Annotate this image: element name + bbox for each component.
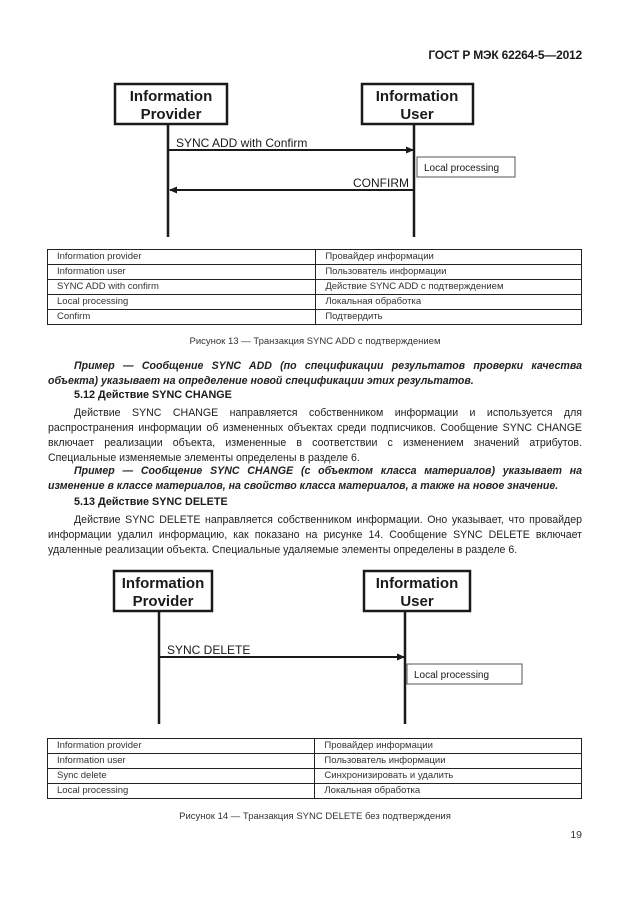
figure-14-glossary-table [47, 738, 582, 799]
term-en: Local processing [48, 784, 315, 799]
term-ru: Подтвердить [316, 310, 582, 325]
provider-label-line2: Provider [132, 593, 194, 610]
user-label-line1: Information [375, 575, 459, 592]
term-en: Information provider [48, 739, 315, 754]
table-row [48, 754, 582, 769]
paragraph-sync-delete [48, 513, 582, 558]
term-ru: Провайдер информации [316, 250, 582, 265]
user-label-line1: Information [375, 88, 459, 105]
message-label: SYNC DELETE [167, 643, 251, 657]
local-processing-label: Local processing [414, 670, 490, 681]
example-text: Пример — Сообщение SYNC ADD (по спецификации результатов проверки качества объекта) указывает на определение новой спецификации этих результатов. [48, 360, 582, 387]
term-en: Information user [48, 265, 316, 280]
term-ru: Локальная обработка [316, 295, 582, 310]
table-row [48, 280, 582, 295]
message-sync-add [168, 136, 413, 150]
section-heading-5-13: 5.13 Действие SYNC DELETE [74, 496, 228, 508]
figure-13-glossary-table [47, 249, 582, 325]
section-heading-5-12: 5.12 Действие SYNC CHANGE [74, 389, 232, 401]
figure-13-caption: Рисунок 13 — Транзакция SYNC ADD с подтверждением [189, 336, 441, 347]
table-row [48, 310, 582, 325]
table-row [48, 250, 582, 265]
paragraph-sync-change [48, 406, 582, 466]
figure-14-caption: Рисунок 14 — Транзакция SYNC DELETE без подтверждения [179, 811, 451, 822]
provider-label-line1: Information [129, 88, 213, 105]
local-processing-box [417, 157, 515, 177]
table-row [48, 739, 582, 754]
term-ru: Действие SYNC ADD с подтверждением [316, 280, 582, 295]
local-processing-box [407, 664, 522, 684]
paragraph-text: Действие SYNC CHANGE направляется собственником информации и используется для распространения информации об измененных объектах среди подписчиков. Сообщение SYNC CHANGE включает реализации объекта, измененные в соответствии с изменением значений атрибутов. Специальные изменяемые элементы определены в разделе 6. [48, 407, 582, 464]
user-label-line2: User [400, 593, 434, 610]
table-row [48, 295, 582, 310]
message-sync-delete [159, 643, 404, 657]
term-ru: Провайдер информации [315, 739, 582, 754]
lifeline-provider [115, 84, 227, 237]
figure-14-lifeline-user [364, 571, 470, 724]
example-text: Пример — Сообщение SYNC CHANGE (с объектом класса материалов) указывает на изменение в классе материалов, на свойство класса материалов, а также на новое значение. [48, 465, 582, 492]
term-ru: Пользователь информации [315, 754, 582, 769]
document-standard-code: ГОСТ Р МЭК 62264-5—2012 [428, 48, 582, 62]
message-confirm [170, 176, 414, 190]
page-number: 19 [570, 829, 582, 841]
example-sync-change [48, 464, 582, 494]
provider-label-line2: Provider [140, 106, 202, 123]
term-en: SYNC ADD with confirm [48, 280, 316, 295]
message-label: CONFIRM [353, 176, 409, 190]
term-en: Information provider [48, 250, 316, 265]
term-ru: Синхронизировать и удалить [315, 769, 582, 784]
term-ru: Локальная обработка [315, 784, 582, 799]
provider-label-line1: Information [121, 575, 205, 592]
term-en: Sync delete [48, 769, 315, 784]
term-en: Information user [48, 754, 315, 769]
term-en: Confirm [48, 310, 316, 325]
table-row [48, 784, 582, 799]
local-processing-label: Local processing [424, 163, 500, 174]
message-label: SYNC ADD with Confirm [176, 136, 308, 150]
term-en: Local processing [48, 295, 316, 310]
table-row [48, 769, 582, 784]
table-row [48, 265, 582, 280]
user-label-line2: User [400, 106, 434, 123]
example-sync-add [48, 359, 582, 389]
term-ru: Пользователь информации [316, 265, 582, 280]
paragraph-text: Действие SYNC DELETE направляется собственником информации. Оно указывает, что провайдер информации удалил информацию, как показано на рисунке 14. Сообщение SYNC DELETE включает удаленные реализации объекта. Специальные удаляемые элементы определены в разделе 6. [48, 514, 582, 556]
